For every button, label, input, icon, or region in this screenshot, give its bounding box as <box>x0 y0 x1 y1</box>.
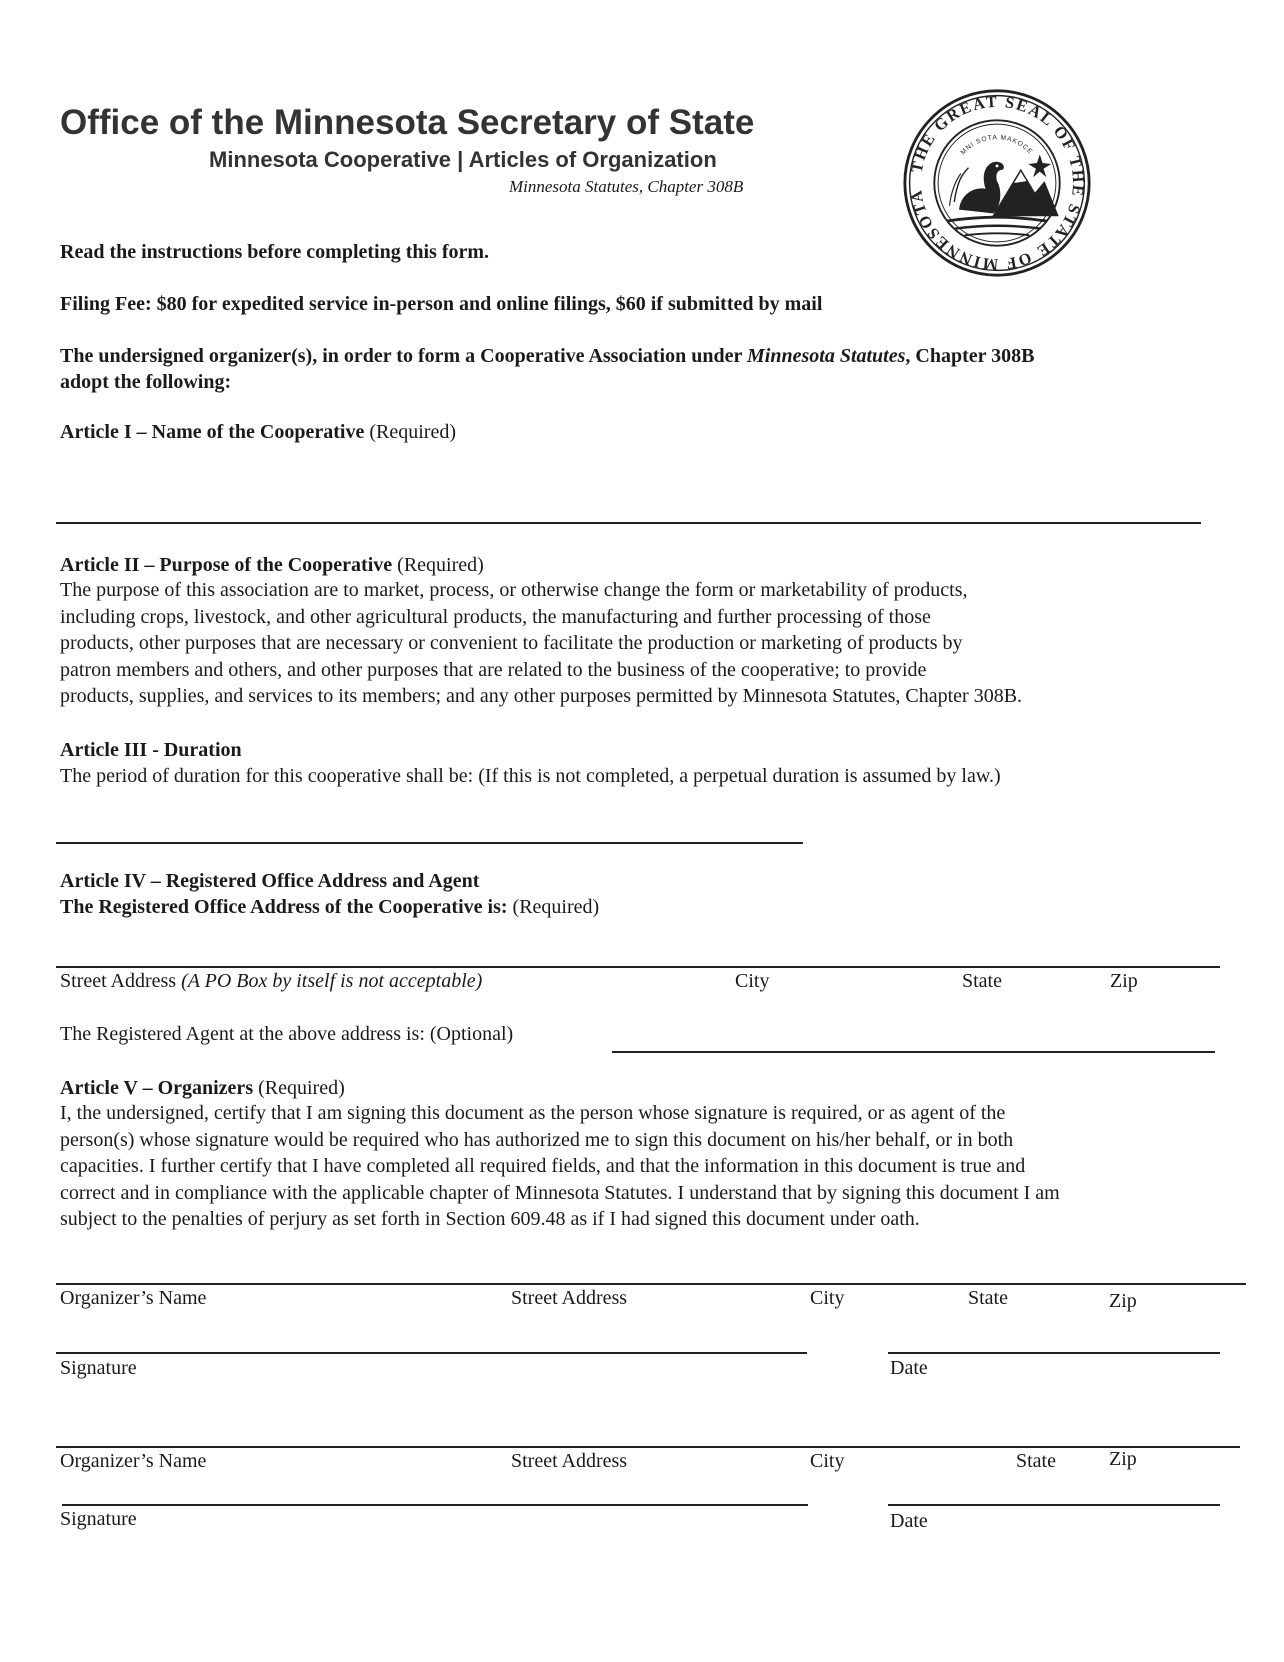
organizer-1-signature-field[interactable] <box>56 1352 807 1354</box>
article-2-purpose-text: The purpose of this association are to market, process, or otherwise change the form or marketability of products, including crops, livestock, and other agricultural products, the manufacturing and further processing of those products, other purposes that are necessary or convenient to facilitate the production or marketing of products by patron members and others, and other purposes that are related to the business of the cooperative; to provide products, supplies, and services to its members; and any other purposes permitted by Minnesota Statutes, Chapter 308B. <box>60 579 1023 708</box>
organizer-1-state-label: State <box>968 1287 1008 1309</box>
duration-field[interactable] <box>56 842 803 844</box>
organizer-2-date-field[interactable] <box>888 1504 1220 1506</box>
organizer-2-name-label: Organizer’s Name <box>60 1450 207 1472</box>
svg-text:MNI SOTA MAKOCE: MNI SOTA MAKOCE <box>959 134 1034 157</box>
filing-fee: Filing Fee: $80 for expedited service in-person and online filings, $60 if submitted by mail <box>60 293 823 315</box>
organizer-2-state-label: State <box>1016 1450 1056 1472</box>
registered-office-address-field[interactable] <box>56 966 1220 968</box>
organizer-2-zip-label: Zip <box>1109 1448 1137 1470</box>
page-title: Office of the Minnesota Secretary of State <box>60 103 755 142</box>
state-label: State <box>962 970 1002 992</box>
article-4-heading: Article IV – Registered Office Address and Agent <box>60 870 480 892</box>
article-1-heading: Article I – Name of the Cooperative (Required) <box>60 421 456 443</box>
organizer-1-city-label: City <box>810 1287 845 1309</box>
organizer-1-date-label: Date <box>890 1357 928 1379</box>
organizer-1-zip-label: Zip <box>1109 1290 1137 1312</box>
organizers-statement-line2: adopt the following: <box>60 371 232 393</box>
svg-text:THE GREAT SEAL OF THE STATE OF: THE GREAT SEAL OF THE STATE OF MINNESOTA <box>908 93 1087 273</box>
form-subtitle: Minnesota Cooperative | Articles of Organization <box>209 147 717 172</box>
organizer-2-signature-field[interactable] <box>62 1504 808 1506</box>
organizer-2-signature-label: Signature <box>60 1508 137 1530</box>
organizer-1-street-label: Street Address <box>511 1287 628 1309</box>
organizer-1-signature-label: Signature <box>60 1357 137 1379</box>
organizers-statement: The undersigned organizer(s), in order to form a Cooperative Association under Minnesota Statutes, Chapter 308B <box>60 345 1035 367</box>
article-4-subheading: The Registered Office Address of the Cooperative is: (Required) <box>60 896 600 918</box>
organizer-2-city-label: City <box>810 1450 845 1472</box>
registered-agent-field[interactable] <box>612 1051 1215 1053</box>
article-5-certification-text: I, the undersigned, certify that I am signing this document as the person whose signature is required, or as agent of the person(s) whose signature would be required who has authorized me to sign this document on his/her behalf, or in both capacities. I further certify that I have completed all required fields, and that the information in this document is true and correct and in compliance with the applicable chapter of Minnesota Statutes. I understand that by signing this document I am subject to the penalties of perjury as set forth in Section 609.48 as if I had signed this document under oath. <box>60 1102 1060 1231</box>
organizer-1-name-label: Organizer’s Name <box>60 1287 207 1309</box>
article-3-heading: Article III - Duration <box>60 739 242 761</box>
street-address-label: Street Address (A PO Box by itself is not acceptable) <box>60 970 483 992</box>
instructions-note: Read the instructions before completing this form. <box>60 241 490 263</box>
statute-reference: Minnesota Statutes, Chapter 308B <box>509 177 744 196</box>
state-seal-icon <box>902 88 1092 278</box>
organizer-2-address-field[interactable] <box>56 1446 1240 1448</box>
organizer-1-address-field[interactable] <box>56 1283 1246 1285</box>
organizer-2-date-label: Date <box>890 1510 928 1532</box>
article-2-heading: Article II – Purpose of the Cooperative (Required) <box>60 554 484 576</box>
registered-agent-label: The Registered Agent at the above address is: (Optional) <box>60 1023 514 1045</box>
cooperative-name-field[interactable] <box>56 522 1201 524</box>
organizer-2-street-label: Street Address <box>511 1450 628 1472</box>
article-3-text: The period of duration for this cooperative shall be: (If this is not completed, a perpetual duration is assumed by law.) <box>60 765 1001 787</box>
organizer-1-date-field[interactable] <box>888 1352 1220 1354</box>
article-5-heading: Article V – Organizers (Required) <box>60 1077 345 1099</box>
city-label: City <box>735 970 770 992</box>
zip-label: Zip <box>1110 970 1138 992</box>
